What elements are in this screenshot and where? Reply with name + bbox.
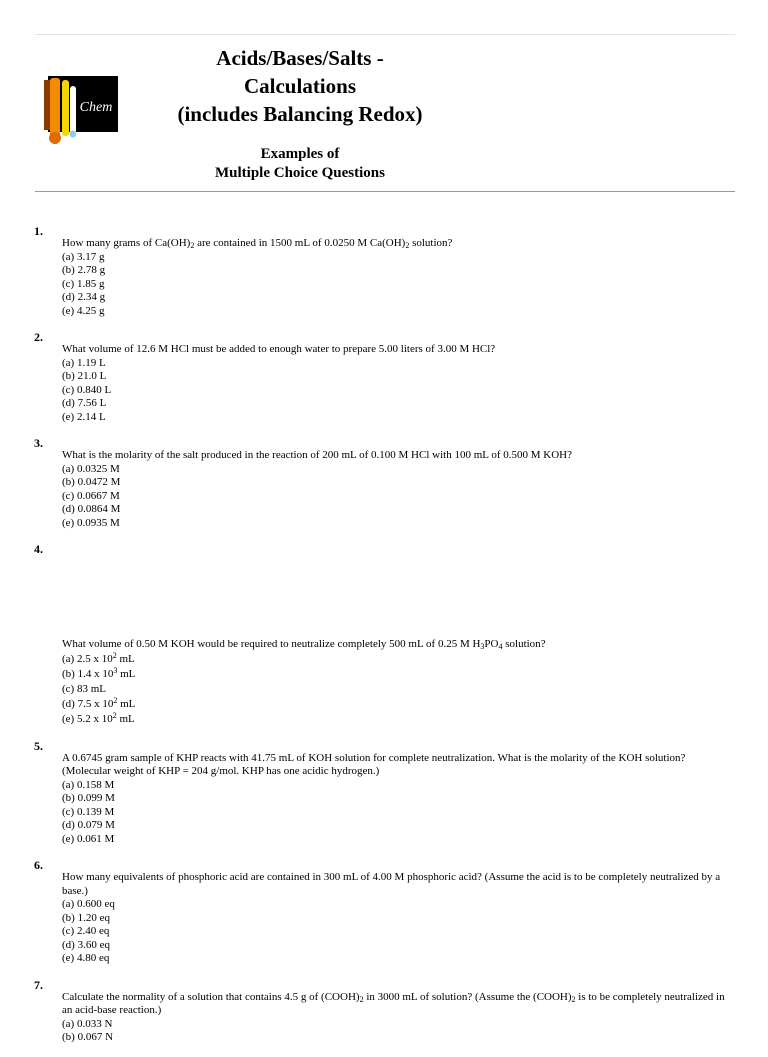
question-spacer (34, 846, 734, 858)
question-body (34, 858, 734, 966)
top-divider (35, 34, 735, 35)
question-1 (34, 224, 734, 318)
page-title (150, 44, 450, 128)
answer-options (62, 251, 734, 319)
question-number: 4. (34, 542, 43, 556)
answer-option: (c) 83 mL (62, 682, 106, 695)
question-number: 1. (34, 224, 43, 238)
question-number: 7. (34, 977, 43, 992)
question-4 (34, 542, 734, 727)
question-text: A 0.6745 gram sample of KHP reacts with 41.75 mL of KOH solution for complete neutralization. What is the molarity of the KOH solution? (Molecular weight of KHP = 204 g/mol. KHP has one acidic hydrogen.) (62, 751, 686, 777)
answer-option: (a) 0.033 N (62, 1017, 113, 1030)
title-line: Calculations (243, 74, 356, 98)
question-list (34, 224, 734, 1057)
title-line: Acids/Bases/Salts - (216, 46, 384, 70)
header-divider (35, 191, 735, 192)
answer-options (62, 463, 734, 531)
question-body (34, 978, 734, 1045)
question-body (34, 330, 734, 424)
answer-option: (b) 2.78 g (62, 264, 106, 276)
question-text: How many grams of $Ca(OH)_2$ are contained in 1500 mL of 0.0250 M $Ca(OH)_2$ solution? (62, 237, 453, 250)
answer-option: (a) 1.19 L (62, 356, 106, 369)
question-body (34, 739, 734, 847)
answer-option: (b) 1.20 eq (62, 911, 110, 924)
answer-option: (a) 0.158 M (62, 778, 115, 791)
answer-option: (d) 3.60 eq (62, 938, 110, 951)
question-spacer (34, 424, 734, 436)
question-2 (34, 330, 734, 424)
question-spacer (34, 727, 734, 739)
answer-option: (a) 0.600 eq (62, 898, 115, 910)
answer-option: (c) 0.840 L (62, 383, 112, 396)
question-body (34, 224, 734, 318)
question-spacer (34, 966, 734, 978)
question-text: What volume of 0.50 M KOH would be required to neutralize completely 500 mL of 0.25 M $H_3PO_4$ solution? (62, 638, 546, 651)
answer-option: (a) 2.5 x $10^2$ mL (62, 650, 135, 665)
answer-option: (a) 3.17 g (62, 250, 105, 263)
answer-option: (e) 4.25 g (62, 304, 105, 317)
answer-option: (e) 5.2 x $10^2$ mL (62, 710, 135, 725)
subtitle-line: Examples of (260, 146, 340, 162)
answer-option: (d) 0.079 M (62, 819, 115, 831)
answer-options (62, 652, 734, 727)
question-5 (34, 739, 734, 847)
answer-option: (d) 2.34 g (62, 291, 106, 303)
answer-option: (d) 7.5 x $10^2$ mL (62, 695, 136, 710)
answer-option: (b) 1.4 x $10^3$ mL (62, 665, 136, 680)
answer-option: (d) 0.0864 M (62, 503, 121, 515)
answer-option: (c) 2.40 eq (62, 925, 110, 937)
answer-option: (b) 0.0472 M (62, 476, 121, 488)
title-line: (includes Balancing Redox) (177, 102, 423, 126)
question-text: How many equivalents of phosphoric acid are contained in 300 mL of 4.00 M phosphoric acid? (Assume the acid is to be completely neutralized by a base.) (62, 871, 721, 897)
answer-option: (e) 0.0935 M (62, 516, 120, 529)
question-number: 6. (34, 858, 43, 872)
answer-options (62, 898, 734, 966)
answer-option: (e) 0.061 M (62, 832, 115, 845)
answer-options (62, 357, 734, 425)
question-number: 3. (34, 436, 43, 450)
question-number: 5. (34, 738, 43, 753)
logo-text: Chem (79, 100, 113, 115)
question-3 (34, 436, 734, 530)
question-text: Calculate the normality of a solution that contains 4.5 g of $(COOH)_2$ in 3000 mL of solution? (Assume the $(COOH)_2$ is to be completely neutralized in an acid-base reaction.) (62, 990, 725, 1016)
question-text: What volume of 12.6 M HCl must be added to enough water to prepare 5.00 liters of 3.00 M HCl? (62, 343, 496, 355)
answer-options (62, 1018, 734, 1045)
answer-option: (c) 1.85 g (62, 277, 105, 290)
question-body (34, 542, 734, 727)
question-body (34, 436, 734, 530)
answer-option: (d) 7.56 L (62, 397, 107, 409)
question-6 (34, 858, 734, 966)
answer-option: (b) 21.0 L (62, 370, 107, 382)
answer-option: (c) 0.139 M (62, 805, 115, 818)
subtitle-line: Multiple Choice Questions (214, 165, 385, 181)
answer-option: (c) 0.0667 M (62, 489, 120, 502)
question-spacer (34, 1045, 734, 1057)
page-subtitle (150, 145, 450, 183)
answer-option: (e) 4.80 eq (62, 952, 110, 964)
answer-option: (b) 0.067 N (62, 1031, 114, 1043)
question-text: What is the molarity of the salt produced in the reaction of 200 mL of 0.100 M HCl with 100 mL of 0.500 M KOH? (62, 449, 572, 461)
chem-logo (44, 76, 118, 150)
question-number: 2. (34, 330, 43, 344)
answer-option: (a) 0.0325 M (62, 462, 120, 475)
question-7 (34, 978, 734, 1045)
chem-logo-graphic (44, 76, 118, 150)
answer-option: (e) 2.14 L (62, 410, 106, 423)
question-spacer (34, 318, 734, 330)
answer-options (62, 779, 734, 847)
answer-option: (b) 0.099 M (62, 792, 115, 804)
question-spacer (34, 530, 734, 542)
